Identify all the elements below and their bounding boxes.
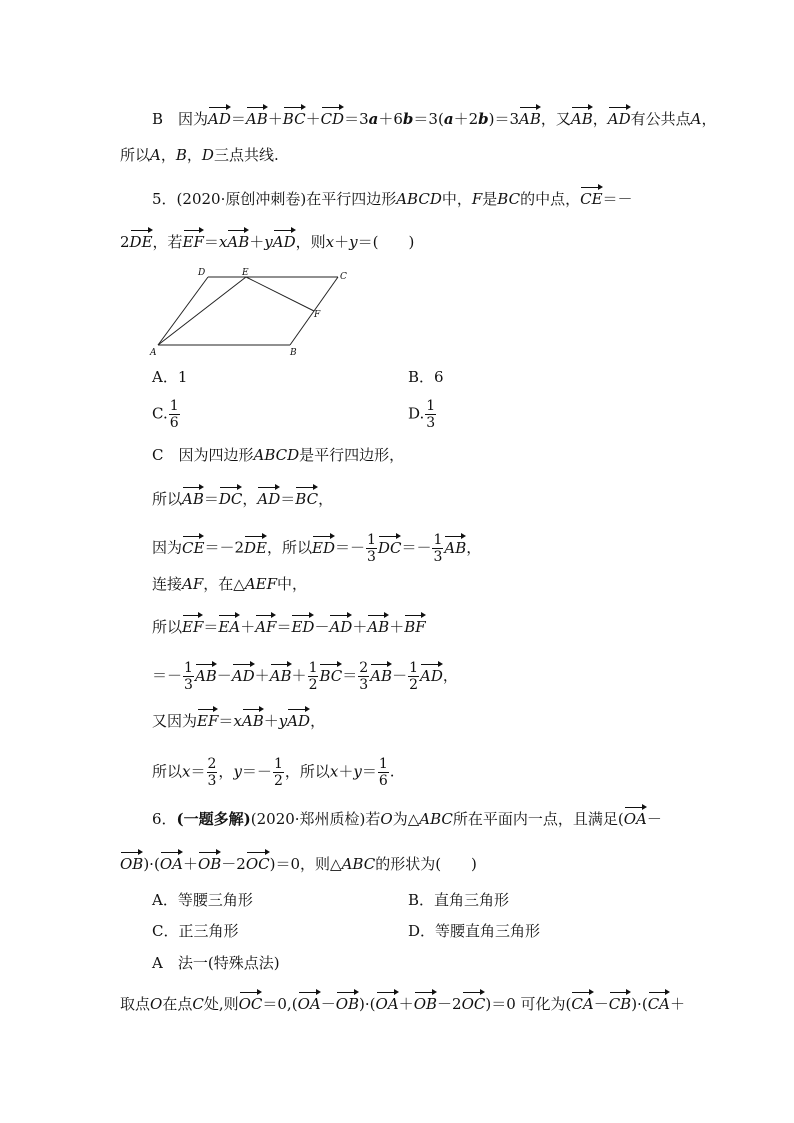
- q5-option-b: B．6: [408, 368, 444, 386]
- q5-solution-1: C 因为四边形ABCD是平行四边形，: [152, 446, 405, 464]
- q6-solution-1: A 法一(特殊点法): [152, 954, 280, 972]
- question-6-line-1: 6．(一题多解)(2020·郑州质检)若O为△ABC所在平面内一点，且满足(OA－: [152, 805, 662, 829]
- label-A: A: [150, 348, 157, 358]
- q5-solution-5: 所以EF＝EA＋AF＝ED－AD＋AB＋BF: [152, 613, 426, 637]
- q6-solution-2: 取点O在点C处,则OC＝0,(OA－OB)·(OA＋OB－2OC)＝0 可化为(CA－CB)·(CA＋: [120, 990, 685, 1014]
- answer-line-1: B 因为AD＝AB＋BC＋CD＝3a＋6b＝3(a＋2b)＝3AB，又AB，AD有公共点A，: [152, 105, 717, 129]
- question-6-line-2: OB)·(OA＋OB－2OC)＝0，则△ABC的形状为( ): [120, 850, 477, 874]
- q6-option-d: D．等腰直角三角形: [408, 922, 541, 940]
- q5-option-d: D. $\frac{1}{3}$: [408, 398, 436, 431]
- q5-solution-2: 所以AB＝DC，AD＝BC，: [152, 485, 333, 509]
- question-5-line-1: 5．(2020·原创冲刺卷)在平行四边形ABCD中，F是BC的中点，CE＝－: [152, 185, 633, 209]
- q5-intro: 5．(2020·原创冲刺卷)在平行四边形: [152, 190, 397, 208]
- q5-option-c: C. $\frac{1}{6}$: [152, 398, 179, 431]
- q5-solution-6: ＝－ $\frac{1}{3}$ AB－AD＋AB＋ $\frac{1}{2}$ BC＝ $\frac{2}{3}$ AB－ $\frac{1}{2}$ AD，: [152, 660, 458, 693]
- q6-option-a: A．等腰三角形: [152, 891, 253, 909]
- label-B: B: [290, 348, 297, 358]
- parallelogram-figure: [148, 265, 358, 360]
- q5-solution-7: 又因为EF＝xAB＋yAD，: [152, 707, 325, 731]
- q5-solution-8: 所以x＝ $\frac{2}{3}$ ，y＝－ $\frac{1}{2}$ ，所以x＋y＝ $\frac{1}{6}$ .: [152, 756, 395, 789]
- q5-solution-4: 连接AF，在△AEF中，: [152, 575, 308, 593]
- label-D: D: [198, 268, 206, 278]
- q6-option-c: C．正三角形: [152, 922, 239, 940]
- answer-line-2: 所以A，B，D三点共线.: [120, 146, 279, 164]
- q5-option-a: A．1: [152, 368, 188, 386]
- question-5-line-2: 2DE，若EF＝xAB＋yAD，则x＋y＝( ): [120, 228, 414, 252]
- q6-option-b: B．直角三角形: [408, 891, 510, 909]
- label-E: E: [242, 268, 249, 278]
- label-F: F: [314, 310, 321, 320]
- q5-solution-3: 因为CE＝－2DE，所以ED＝－ $\frac{1}{3}$ DC＝－ $\frac{1}{3}$ AB，: [152, 532, 482, 565]
- label-C: C: [340, 272, 347, 282]
